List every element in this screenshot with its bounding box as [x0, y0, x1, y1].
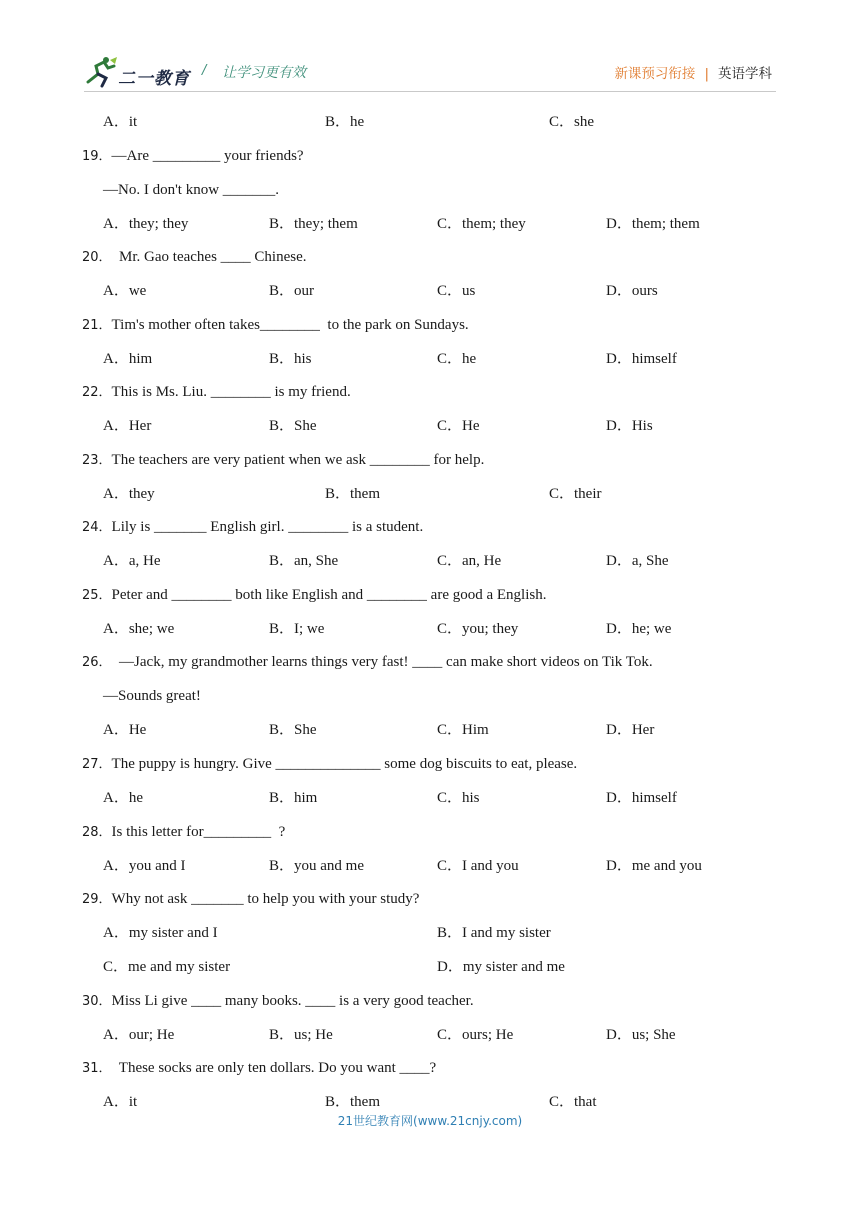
- option-a: A．it: [103, 1094, 138, 1110]
- slogan-slash: /: [202, 63, 207, 78]
- question-number: 19．: [82, 149, 112, 164]
- option-b: B．him: [269, 790, 318, 806]
- option-a: A．He: [103, 722, 147, 738]
- option-d: D．Her: [606, 722, 655, 738]
- option-d: D．a, She: [606, 553, 669, 569]
- slogan: 让学习更有效: [222, 65, 306, 81]
- question-text: Lily is _______ English girl. ________ is a student.: [111, 519, 424, 535]
- option-a: A．him: [103, 351, 153, 367]
- question-20: [82, 248, 307, 267]
- question-25: [82, 586, 546, 605]
- option-b: B．they; them: [269, 216, 358, 232]
- question-text: The puppy is hungry. Give ______________ some dog biscuits to eat, please.: [111, 756, 578, 772]
- course-title: 新课预习衔接: [614, 66, 696, 82]
- option-b: B．you and me: [269, 858, 364, 874]
- question-21: [82, 316, 469, 335]
- option-a: A．my sister and I: [103, 925, 218, 941]
- option-d: D．ours: [606, 283, 658, 299]
- option-b: B．his: [269, 351, 312, 367]
- header-right: [614, 62, 772, 82]
- option-b: B．us; He: [269, 1027, 333, 1043]
- option-b: B．them: [325, 486, 380, 502]
- option-c: C．them; they: [437, 216, 526, 232]
- option-c: C．his: [437, 790, 480, 806]
- option-d: D．us; She: [606, 1027, 676, 1043]
- question-number: 23．: [82, 453, 112, 468]
- option-d: D．he; we: [606, 621, 672, 637]
- header-separator: |: [704, 66, 709, 82]
- option-b: B．he: [325, 114, 365, 130]
- option-d: D．my sister and me: [437, 959, 565, 975]
- question-number: 21．: [82, 318, 112, 333]
- question-number: 29．: [82, 892, 112, 907]
- option-b: B．She: [269, 418, 317, 434]
- option-b: B．I and my sister: [437, 925, 551, 941]
- question-number: 30．: [82, 994, 112, 1009]
- question-number: 26．: [82, 655, 112, 670]
- question-text: —Are _________ your friends?: [111, 148, 304, 164]
- option-b: B．an, She: [269, 553, 339, 569]
- question-29: [82, 890, 419, 909]
- option-d: D．himself: [606, 790, 677, 806]
- option-c: C．Him: [437, 722, 489, 738]
- logo-text: 二一教育: [118, 69, 190, 89]
- question-27: [82, 755, 577, 774]
- option-c: C．ours; He: [437, 1027, 514, 1043]
- question-22: [82, 383, 351, 402]
- option-c: C．she: [549, 114, 595, 130]
- page-header: [84, 54, 776, 92]
- option-a: A．it: [103, 114, 138, 130]
- option-c: C．that: [549, 1094, 597, 1110]
- question-number: 31．: [82, 1061, 112, 1076]
- question-number: 27．: [82, 757, 112, 772]
- option-d: D．His: [606, 418, 653, 434]
- question-31: [82, 1059, 436, 1078]
- page-footer: 21世纪教育网(www.21cnjy.com): [337, 1114, 523, 1128]
- option-a: A．our; He: [103, 1027, 175, 1043]
- logo: [84, 56, 194, 90]
- option-b: B．our: [269, 283, 315, 299]
- option-a: A．you and I: [103, 858, 186, 874]
- option-d: D．them; them: [606, 216, 700, 232]
- option-c: C．He: [437, 418, 480, 434]
- option-d: D．me and you: [606, 858, 702, 874]
- option-c: C．me and my sister: [103, 959, 231, 975]
- header-divider: [84, 91, 776, 92]
- option-d: D．himself: [606, 351, 677, 367]
- option-a: A．he: [103, 790, 143, 806]
- question-text: Is this letter for_________ ?: [111, 824, 286, 840]
- option-a: A．she; we: [103, 621, 175, 637]
- option-b: B．them: [325, 1094, 380, 1110]
- question-19-reply: —No. I don't know _______.: [103, 182, 280, 198]
- question-number: 28．: [82, 825, 112, 840]
- option-a: A．they; they: [103, 216, 189, 232]
- option-c: C．I and you: [437, 858, 519, 874]
- question-text: Tim's mother often takes________ to the park on Sundays.: [111, 317, 469, 333]
- question-number: 25．: [82, 588, 112, 603]
- question-text: Miss Li give ____ many books. ____ is a very good teacher.: [111, 993, 474, 1009]
- question-text: This is Ms. Liu. ________ is my friend.: [111, 384, 351, 400]
- question-text: —Jack, my grandmother learns things very fast! ____ can make short videos on Tik Tok.: [111, 654, 653, 670]
- option-a: A．we: [103, 283, 147, 299]
- runner-logo-icon: [84, 56, 118, 90]
- question-23: [82, 451, 484, 470]
- question-30: [82, 992, 474, 1011]
- question-26-reply: —Sounds great!: [103, 688, 201, 704]
- option-b: B．I; we: [269, 621, 325, 637]
- option-a: A．they: [103, 486, 155, 502]
- question-text: Peter and ________ both like English and ________ are good a English.: [111, 587, 547, 603]
- option-b: B．She: [269, 722, 317, 738]
- question-28: [82, 823, 285, 842]
- question-24: [82, 518, 423, 537]
- option-c: C．their: [549, 486, 602, 502]
- option-c: C．us: [437, 283, 476, 299]
- option-a: A．a, He: [103, 553, 161, 569]
- question-26: [82, 653, 653, 672]
- question-text: The teachers are very patient when we ask ________ for help.: [111, 452, 485, 468]
- question-text: These socks are only ten dollars. Do you want ____?: [111, 1060, 437, 1076]
- option-a: A．Her: [103, 418, 152, 434]
- option-c: C．you; they: [437, 621, 519, 637]
- question-text: Why not ask _______ to help you with your study?: [111, 891, 420, 907]
- question-number: 24．: [82, 520, 112, 535]
- question-number: 20．: [82, 250, 112, 265]
- option-c: C．an, He: [437, 553, 502, 569]
- option-c: C．he: [437, 351, 477, 367]
- question-text: Mr. Gao teaches ____ Chinese.: [111, 249, 307, 265]
- question-number: 22．: [82, 385, 112, 400]
- question-19: [82, 147, 304, 166]
- subject-title: 英语学科: [718, 66, 772, 82]
